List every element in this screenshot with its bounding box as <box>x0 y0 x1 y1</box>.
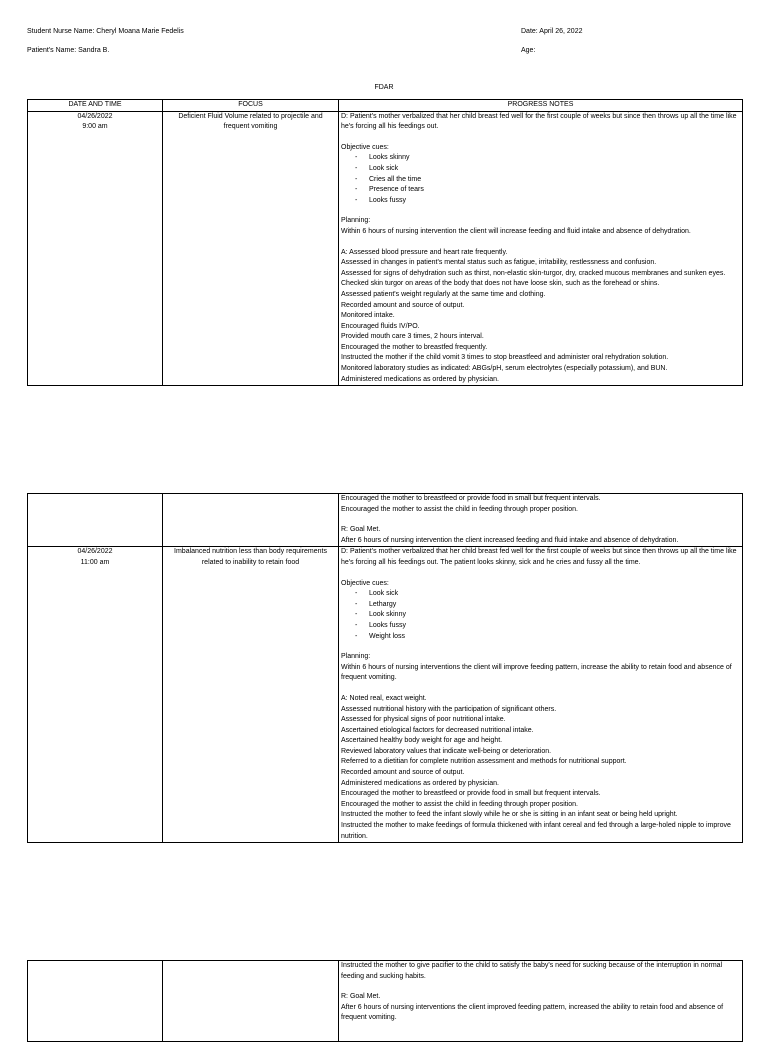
date-time-cell <box>28 961 163 1042</box>
action-line: Encouraged the mother to assist the child in feeding through proper position. <box>341 800 578 808</box>
focus-text: Imbalanced nutrition less than body requirements related to inability to retain food <box>174 548 327 566</box>
action-line: Administered medications as ordered by physician. <box>341 375 499 383</box>
col-progress-notes: PROGRESS NOTES <box>339 100 743 112</box>
planning-note: Within 6 hours of nursing intervention the client will increase feeding and fluid intake and absence of dehydration. <box>341 227 691 235</box>
action-line: A: Noted real, exact weight. <box>341 694 427 702</box>
col-focus: FOCUS <box>163 100 339 112</box>
action-line: Instructed the mother to give pacifier to the child to satisfy the baby's need for sucking because of the interruption in normal feeding and sucking habits. <box>341 962 723 980</box>
planning-label: Planning: <box>341 217 371 225</box>
list-item: - Look sick <box>355 164 740 175</box>
focus-text: Deficient Fluid Volume related to projectile and frequent vomiting <box>178 112 323 131</box>
objective-cues-list <box>341 589 740 642</box>
action-line: Assessed patient's weight regularly at the same time and clothing. <box>341 290 546 298</box>
action-line: Provided mouth care 3 times, 2 hours interval. <box>341 333 484 341</box>
list-item: - Look skinny <box>355 610 740 621</box>
data-note: D: Patient's mother verbalized that her child breast fed well for the first couple of weeks but since then throws up all the time like he's forcing all his feedings out. <box>341 112 737 131</box>
table-row <box>28 111 743 386</box>
list-item: - Looks skinny <box>355 153 740 164</box>
action-line: A: Assessed blood pressure and heart rate frequently. <box>341 248 508 256</box>
focus-cell <box>163 961 339 1042</box>
response-label: R: Goal Met. <box>341 993 381 1001</box>
entry-time: 11:00 am <box>80 558 110 566</box>
list-item: - Lethargy <box>355 600 740 611</box>
action-line: Encouraged the mother to breastfeed or provide food in small but frequent intervals. <box>341 495 601 502</box>
action-line: Recorded amount and source of output. <box>341 769 465 777</box>
entry-time: 9:00 am <box>82 123 108 131</box>
action-line: Encouraged the mother to assist the child in feeding through proper position. <box>341 505 578 513</box>
fdar-table-page-1 <box>27 99 743 386</box>
progress-notes-cell <box>339 547 743 843</box>
date-time-cell <box>28 494 163 547</box>
action-line: Assessed in changes in patient's mental status such as fatigue, irritability, restlessness and confusion. <box>341 259 657 267</box>
date-time-cell <box>28 547 163 843</box>
action-line: Instructed the mother to feed the infant slowly while he or she is sitting in an infant seat or being held upright. <box>341 811 678 819</box>
list-item: - Cries all the time <box>355 175 740 186</box>
data-note: D: Patient's mother verbalized that her child breast fed well for the first couple of weeks but since then throws up all the time like he's forcing all his feedings out. The patient looks skinny, sick and he cries and fussy all the time. <box>341 548 737 566</box>
action-line: Reviewed laboratory values that indicate well-being or deterioration. <box>341 747 552 755</box>
record-date: Date: April 26, 2022 <box>521 28 583 35</box>
table-row <box>28 961 743 1042</box>
date-time-cell <box>28 111 163 386</box>
action-line: Encouraged the mother to breastfeed or provide food in small but frequent intervals. <box>341 790 601 798</box>
focus-cell <box>163 111 339 386</box>
entry-date: 04/26/2022 <box>77 548 113 556</box>
table-row <box>28 494 743 547</box>
patient-name: Patient's Name: Sandra B. <box>27 47 110 54</box>
cues-label: Objective cues: <box>341 579 389 587</box>
list-item: - Presence of tears <box>355 185 740 196</box>
col-date-time: DATE AND TIME <box>28 100 163 112</box>
focus-cell <box>163 547 339 843</box>
action-line: Encouraged the mother to breastfed frequently. <box>341 343 488 351</box>
objective-cues-list <box>341 153 740 206</box>
focus-cell <box>163 494 339 547</box>
action-line: Checked skin turgor on areas of the body that does not have loose skin, such as the forehead or shins. <box>341 280 660 288</box>
response-note: After 6 hours of nursing interventions the client improved feeding pattern, increased the ability to retain food and absence of frequent vomiting. <box>341 1003 724 1022</box>
planning-note: Within 6 hours of nursing interventions the client will improve feeding pattern, increase the ability to retain food and absence of frequent vomiting. <box>341 663 732 682</box>
response-note: After 6 hours of nursing intervention the client increased feeding and fluid intake and absence of dehydration. <box>341 536 679 544</box>
progress-notes-cell <box>339 494 743 547</box>
list-item: - Looks fussy <box>355 196 740 207</box>
action-line: Administered medications as ordered by physician. <box>341 779 499 787</box>
progress-notes-cell <box>339 961 743 1042</box>
action-line: Ascertained etiological factors for decreased nutritional intake. <box>341 726 534 734</box>
entry-date: 04/26/2022 <box>77 112 113 120</box>
patient-age: Age: <box>521 47 536 54</box>
table-header-row <box>28 100 743 112</box>
action-line: Encouraged fluids IV/PO. <box>341 322 420 330</box>
cues-label: Objective cues: <box>341 143 389 151</box>
progress-notes-cell <box>339 111 743 386</box>
table-row <box>28 547 743 843</box>
action-line: Assessed nutritional history with the participation of significant others. <box>341 705 557 713</box>
action-line: Ascertained healthy body weight for age and height. <box>341 737 503 745</box>
action-line: Assessed for signs of dehydration such as thirst, non-elastic skin-turgor, dry, cracked mucous membranes and sunken eyes. <box>341 269 726 277</box>
list-item: - Weight loss <box>355 632 740 643</box>
list-item: - Look sick <box>355 589 740 600</box>
action-line: Recorded amount and source of output. <box>341 301 465 309</box>
action-line: Monitored laboratory studies as indicated: ABGs/pH, serum electrolytes (especially potassium), and BUN. <box>341 365 668 373</box>
fdar-table-page-3 <box>27 960 743 1042</box>
planning-label: Planning: <box>341 653 371 661</box>
action-line: Monitored intake. <box>341 312 395 320</box>
page-title: FDAR <box>374 84 394 91</box>
student-nurse-name: Student Nurse Name: Cheryl Moana Marie Fedelis <box>27 28 184 35</box>
action-line: Instructed the mother to make feedings of formula thickened with infant cereal and fed through a large-holed nipple to improve nutrition. <box>341 822 731 840</box>
action-line: Assessed for physical signs of poor nutritional intake. <box>341 716 506 724</box>
fdar-table-page-2 <box>27 493 743 843</box>
action-line: Referred to a dietitian for complete nutrition assessment and methods for nutritional support. <box>341 758 627 766</box>
response-label: R: Goal Met. <box>341 526 381 534</box>
list-item: - Looks fussy <box>355 621 740 632</box>
action-line: Instructed the mother if the child vomit 3 times to stop breastfeed and administer oral rehydration solution. <box>341 354 669 362</box>
